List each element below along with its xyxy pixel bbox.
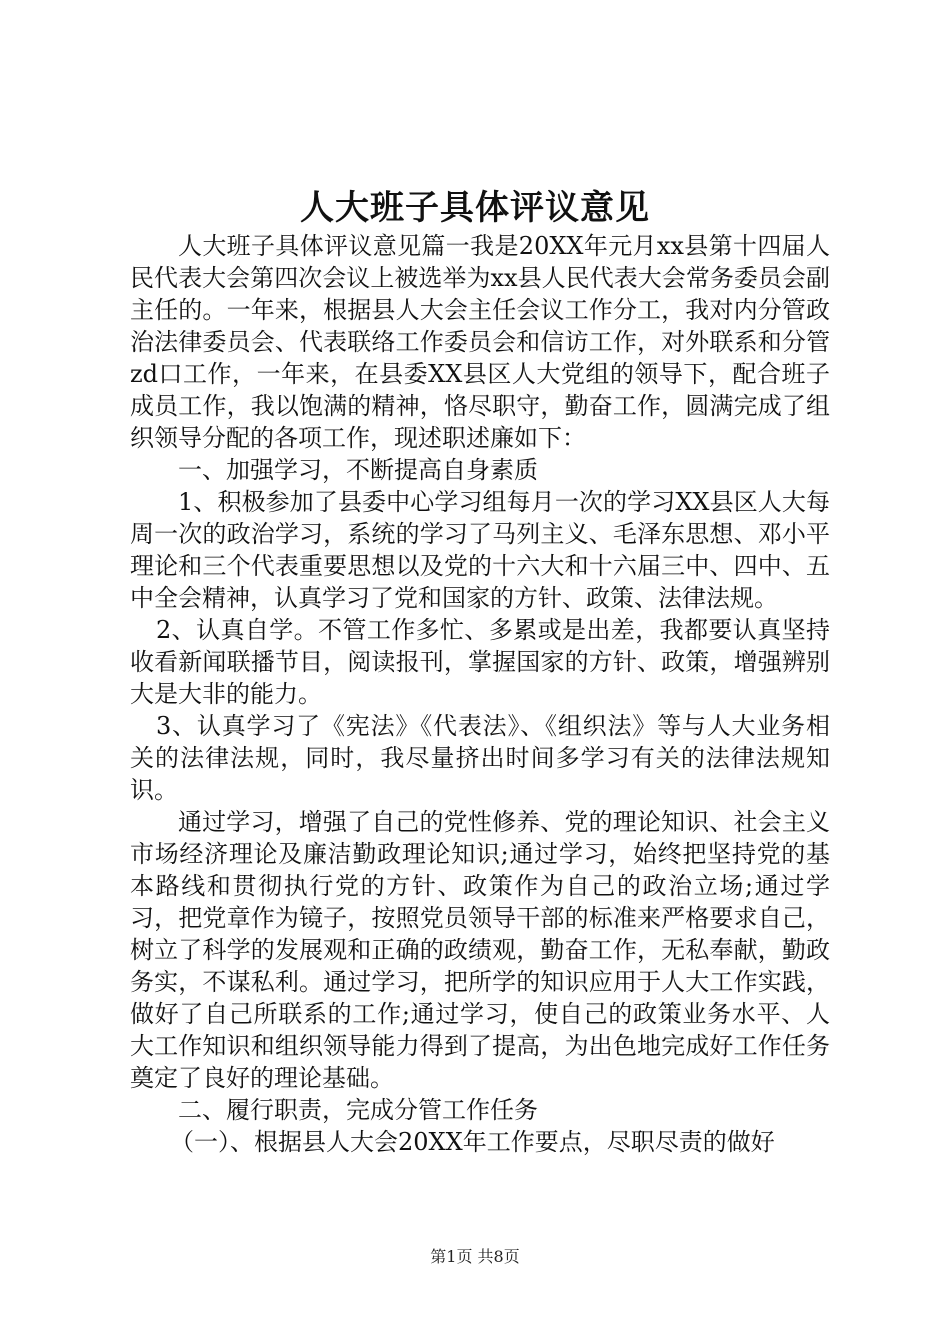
section-heading-1: 一、加强学习，不断提高自身素质 (178, 456, 538, 484)
paragraph-study-summary: 通过学习，增强了自己的党性修养、党的理论知识、社会主义市场经济理论及廉洁勤政理论知识;通过学习，始终把坚持党的基本路线和贯彻执行党的方针、政策作为自己的政治立场;通过学习，把党章作为镜子，按照党员领导干部的标准来严格要求自己，树立了科学的发展观和正确的政绩观，勤奋工作，无私奉献，勤政务实，不谋私利。通过学习，把所学的知识应用于人大工作实践，做好了自己所联系的工作;通过学习，使自己的政策业务水平、人大工作知识和组织领导能力得到了提高，为出色地完成好工作任务奠定了良好的理论基础。 (130, 808, 830, 1092)
paragraph-study-3: 3、认真学习了《宪法》《代表法》、《组织法》等与人大业务相关的法律法规，同时，我尽量挤出时间多学习有关的法律法规知识。 (130, 712, 830, 804)
paragraph-duty-1: （一）、根据县人大会20XX年工作要点，尽职尽责的做好 (170, 1128, 775, 1156)
document-body (130, 230, 830, 1158)
paragraph-intro: 人大班子具体评议意见篇一我是20XX年元月xx县第十四届人民代表大会第四次会议上被选举为xx县人民代表大会常务委员会副主任的。一年来，根据县人大会主任会议工作分工，我对内分管政治法律委员会、代表联络工作委员会和信访工作，对外联系和分管zd口工作，一年来，在县委XX县区人大党组的领导下，配合班子成员工作，我以饱满的精神，恪尽职守，勤奋工作，圆满完成了组织领导分配的各项工作，现述职述廉如下： (130, 232, 830, 452)
paragraph-study-1: 1、积极参加了县委中心学习组每月一次的学习XX县区人大每周一次的政治学习，系统的学习了马列主义、毛泽东思想、邓小平理论和三个代表重要思想以及党的十六大和十六届三中、四中、五中全会精神，认真学习了党和国家的方针、政策、法律法规。 (130, 488, 830, 612)
paragraph-study-2: 2、认真自学。不管工作多忙、多累或是出差，我都要认真坚持收看新闻联播节目，阅读报刊，掌握国家的方针、政策，增强辨别大是大非的能力。 (130, 616, 830, 708)
document-title: 人大班子具体评议意见 (300, 188, 650, 228)
page-number: 第1页 共8页 (430, 1247, 520, 1266)
section-heading-2: 二、履行职责，完成分管工作任务 (178, 1096, 538, 1124)
